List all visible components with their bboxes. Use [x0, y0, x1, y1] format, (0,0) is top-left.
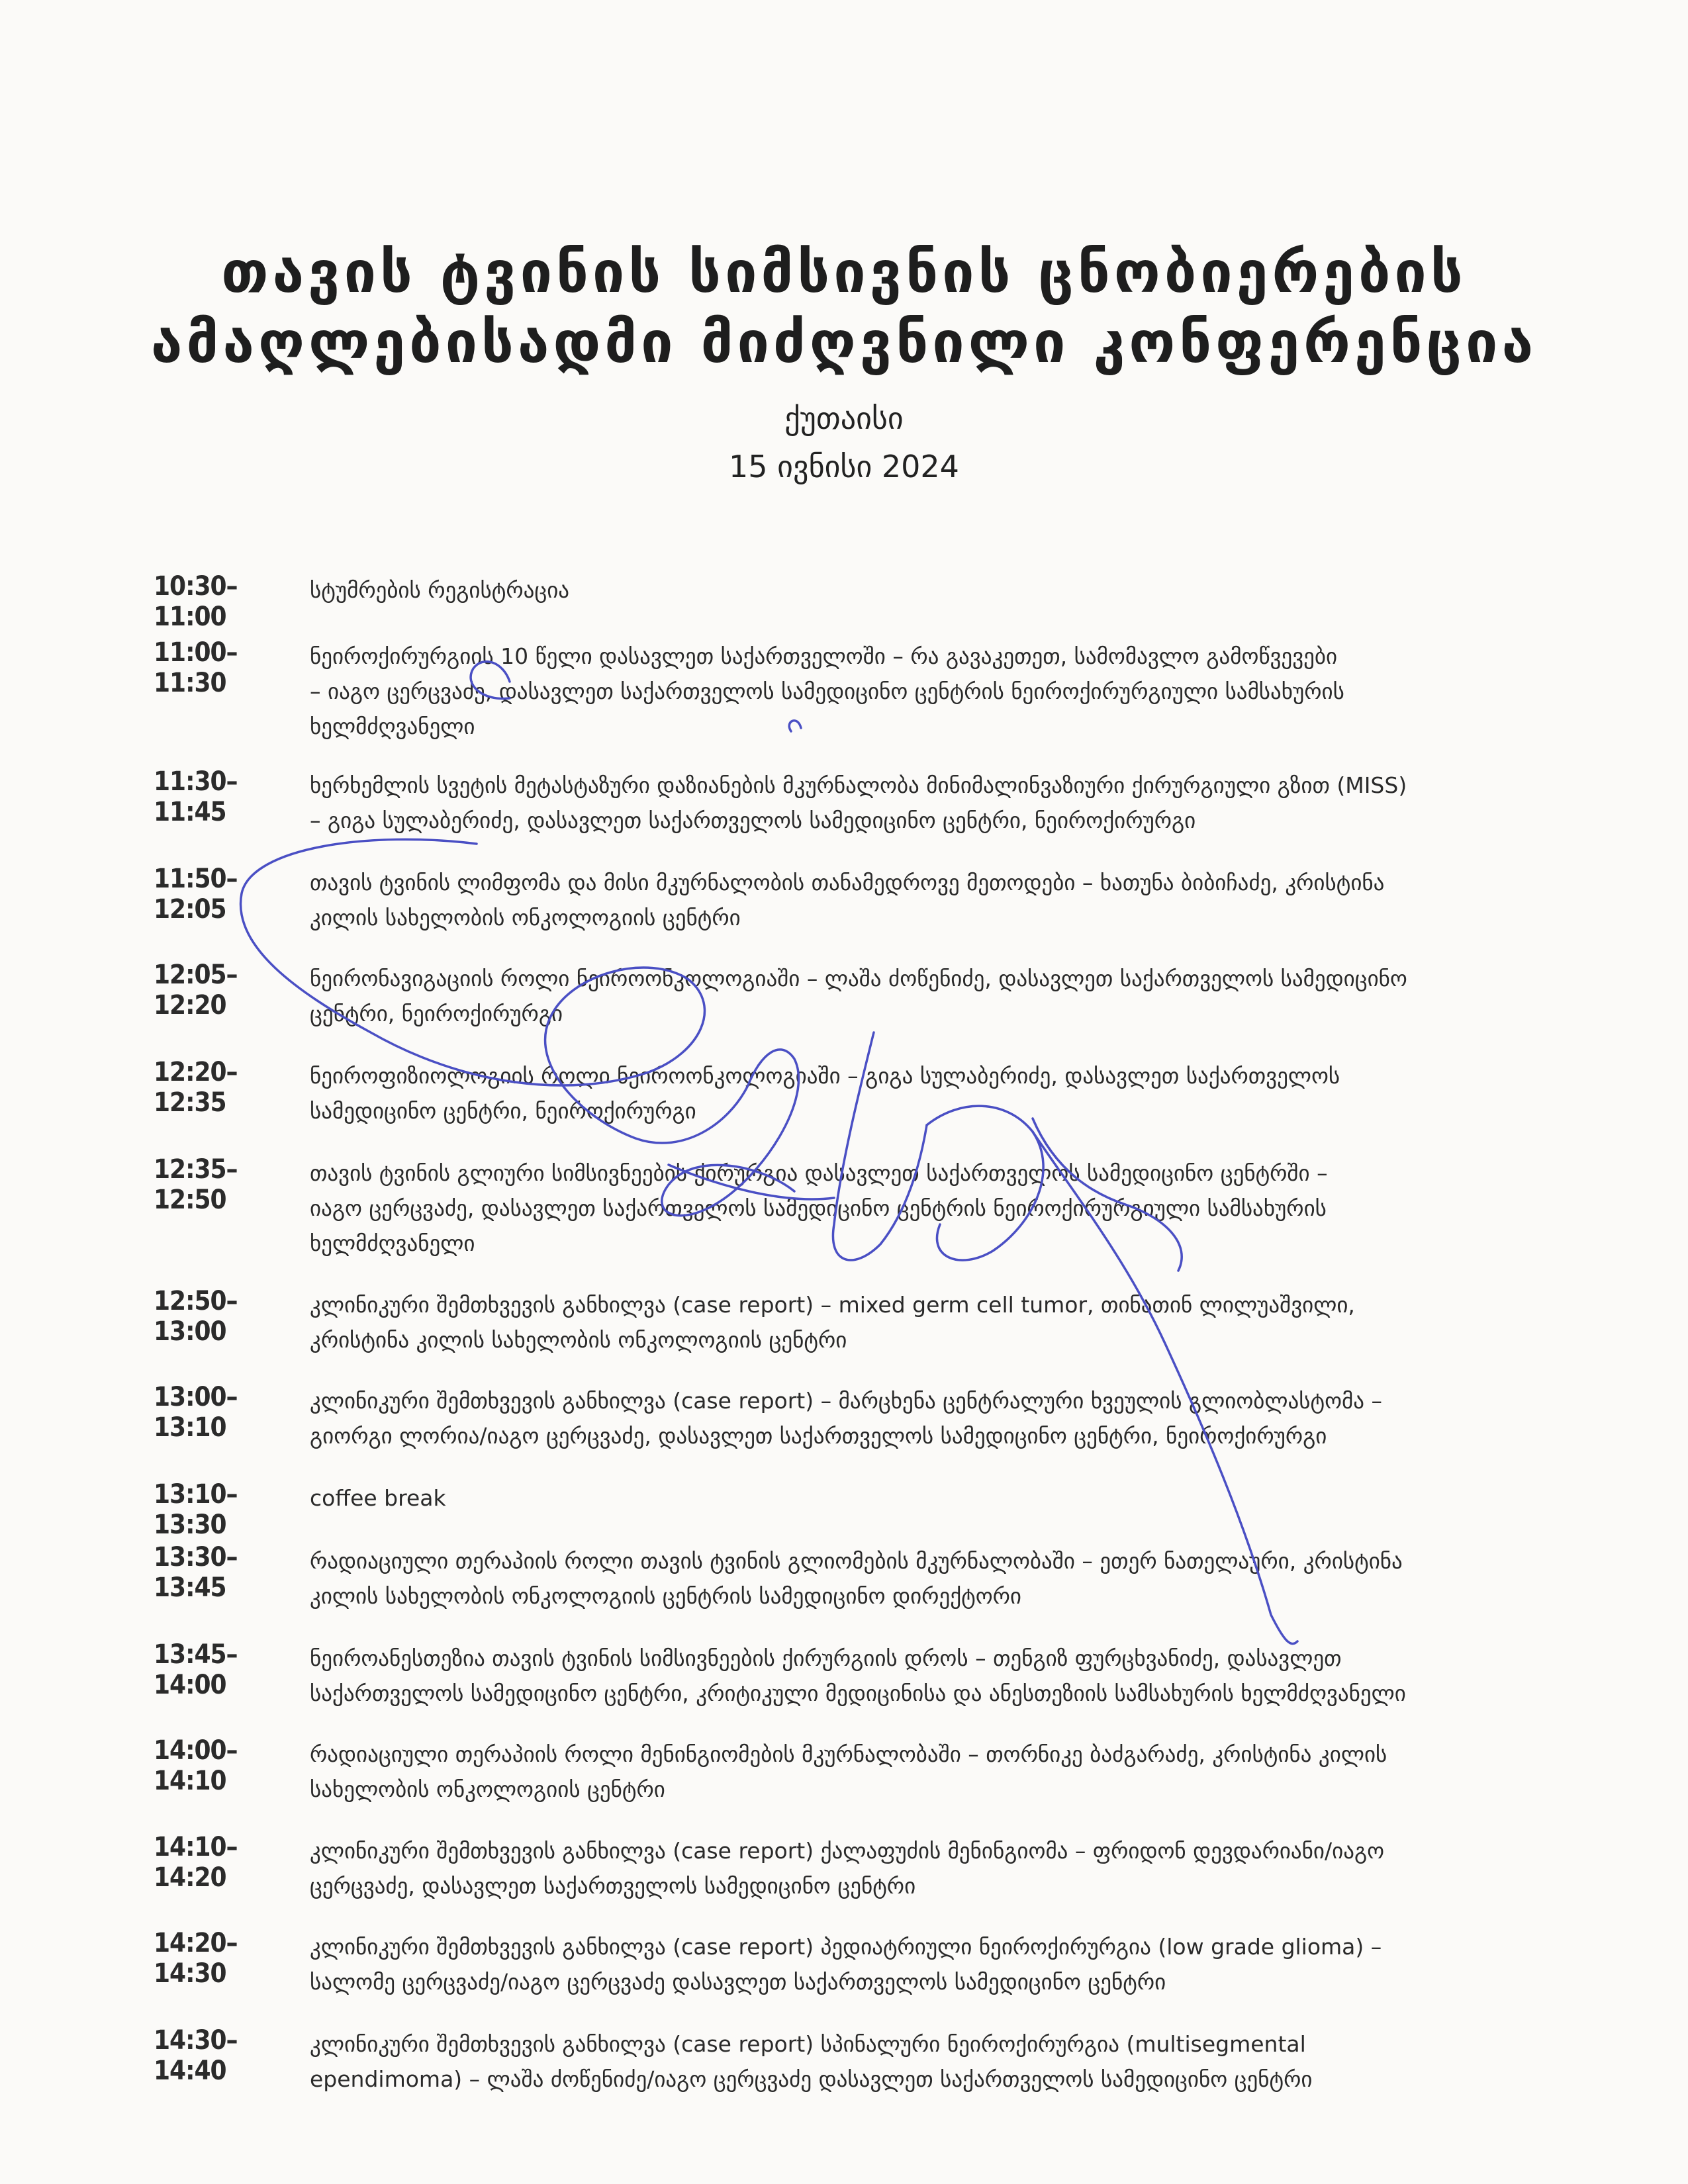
agenda-time: 12:20–12:35 — [154, 1057, 238, 1118]
agenda-time: 12:35–12:50 — [154, 1154, 238, 1215]
agenda-time: 11:00–11:30 — [154, 637, 238, 698]
agenda-time: 11:50–12:05 — [154, 864, 238, 925]
agenda-description: კლინიკური შემთხვევის განხილვა (case report) პედიატრიული ნეიროქირურგია (low grade glioma) – სალომე ცერცვაძე/იაგო ცერცვაძე დასავლეთ საქართველოს სამედიცინო ცენტრი — [310, 1934, 1382, 1995]
agenda-time: 12:50–13:00 — [154, 1286, 238, 1347]
agenda-time: 11:30–11:45 — [154, 766, 238, 827]
agenda-description: რადიაციული თერაპიის როლი მენინგიომების მკურნალობაში – თორნიკე ბაძგარაძე, კრისტინა კილის სახელობის ონკოლოგიის ცენტრი — [310, 1741, 1387, 1802]
agenda-description: კლინიკური შემთხვევის განხილვა (case report) ქალაფუძის მენინგიომა – ფრიდონ დევდარიანი/იაგო ცერცვაძე, დასავლეთ საქართველოს სამედიცინო ცენტრი — [310, 1838, 1385, 1899]
agenda-time: 14:00–14:10 — [154, 1735, 238, 1796]
agenda-description: ხერხემლის სვეტის მეტასტაზური დაზიანების მკურნალობა მინიმალინვაზიური ქირურგიული გზით (MISS) – გიგა სულაბერიძე, დასავლეთ საქართველოს სამედიცინო ცენტრი, ნეიროქირურგი — [310, 772, 1407, 833]
agenda-description: ნეიროქირურგიის 10 წელი დასავლეთ საქართველოში – რა გავაკეთეთ, სამომავლო გამოწვევები – იაგო ცერცვაძე, დასავლეთ საქართველოს სამედიცინო ცენტრის ნეიროქირურგიული სამსახურის ხელმძღვანელი — [310, 643, 1344, 739]
agenda-time: 12:05–12:20 — [154, 960, 238, 1021]
agenda-time: 14:10–14:20 — [154, 1832, 238, 1893]
city: ქუთაისი — [784, 400, 904, 436]
agenda-description: სტუმრების რეგისტრაცია — [310, 577, 570, 603]
agenda-description: ნეიროფიზიოლოგიის როლი ნეიროონკოლოგიაში – გიგა სულაბერიძე, დასავლეთ საქართველოს სამედიცინო ცენტრი, ნეიროქირურგი — [310, 1063, 1340, 1124]
date: 15 ივნისი 2024 — [729, 449, 959, 484]
agenda-time: 13:30–13:45 — [154, 1542, 238, 1603]
agenda-description: კლინიკური შემთხვევის განხილვა (case report) – მარცხენა ცენტრალური ხვეულის გლიობლასტომა – გიორგი ლორია/იაგო ცერცვაძე, დასავლეთ საქართველოს სამედიცინო ცენტრი, ნეიროქირურგი — [310, 1388, 1383, 1449]
agenda-time: 13:45–14:00 — [154, 1639, 238, 1700]
agenda-description: თავის ტვინის ლიმფომა და მისი მკურნალობის თანამედროვე მეთოდები – ხათუნა ბიბიჩაძე, კრისტინა კილის სახელობის ონკოლოგიის ცენტრი — [310, 870, 1385, 931]
title-line-1: თავის ტვინის სიმსივნის ცნობიერების — [221, 240, 1467, 306]
agenda-description: კლინიკური შემთხვევის განხილვა (case report) სპინალური ნეიროქირურგია (multisegmental ependimoma) – ლაშა ძოწენიძე/იაგო ცერცვაძე დასავლეთ საქართველოს სამედიცინო ცენტრი — [310, 2031, 1313, 2092]
agenda-description: თავის ტვინის გლიური სიმსივნეების ქირურგია დასავლეთ საქართველოს სამედიცინო ცენტრში – იაგო ცერცვაძე, დასავლეთ საქართველოს სამედიცინო ცენტრის ნეიროქირურგიული სამსახურის ხელმძღვანელი — [310, 1160, 1328, 1256]
agenda-description: ნეიროანესთეზია თავის ტვინის სიმსივნეების ქირურგიის დროს – თენგიზ ფურცხვანიძე, დასავლეთ საქართველოს სამედიცინო ცენტრი, კრიტიკული მედიცინისა და ანესთეზიის სამსახურის ხელმძღვანელი — [310, 1645, 1406, 1706]
agenda-time: 10:30–11:00 — [154, 571, 238, 632]
agenda-time: 13:00–13:10 — [154, 1382, 238, 1443]
agenda-description: კლინიკური შემთხვევის განხილვა (case report) – mixed germ cell tumor, თინათინ ლილუაშვილი, კრისტინა კილის სახელობის ონკოლოგიის ცენტრი — [310, 1292, 1355, 1353]
agenda-time: 13:10–13:30 — [154, 1479, 238, 1540]
agenda-time: 14:30–14:40 — [154, 2025, 238, 2086]
agenda-description: ნეირონავიგაციის როლი ნეიროონკოლოგიაში – ლაშა ძოწენიძე, დასავლეთ საქართველოს სამედიცინო ცენტრი, ნეიროქირურგი — [310, 966, 1407, 1026]
title-line-2: ამაღლებისადმი მიძღვნილი კონფერენცია — [150, 310, 1538, 376]
agenda-description: coffee break — [310, 1485, 446, 1511]
agenda-description: რადიაციული თერაპიის როლი თავის ტვინის გლიომების მკურნალობაში – ეთერ ნათელაური, კრისტინა კილის სახელობის ონკოლოგიის ცენტრის სამედიცინო დირექტორი — [310, 1548, 1403, 1609]
agenda-time: 14:20–14:30 — [154, 1928, 238, 1989]
